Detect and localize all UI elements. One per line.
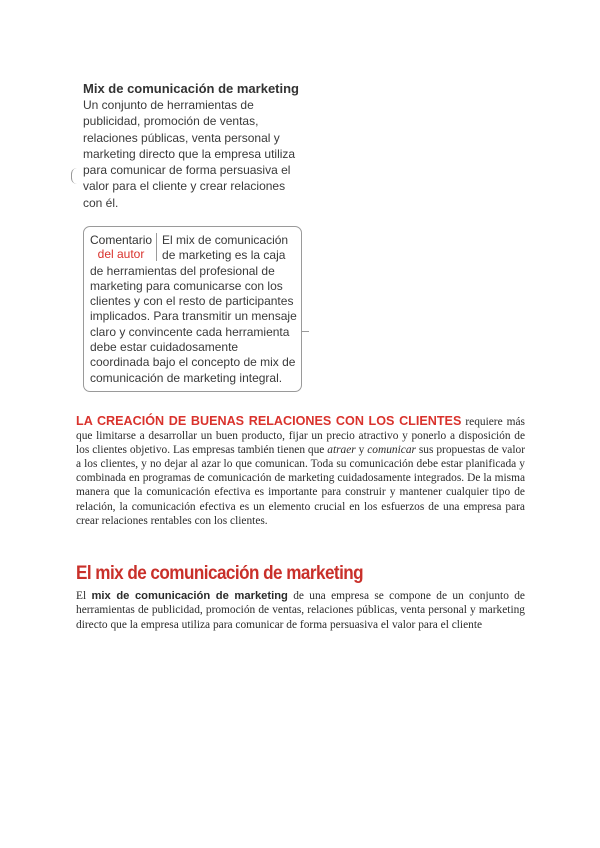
body-lead-heading: LA CREACIÓN DE BUENAS RELACIONES CON LOS CLIENTES (76, 414, 462, 428)
margin-bracket (71, 168, 77, 184)
section-text-pre: El (76, 590, 92, 602)
body-emphasis-atraer: atraer (327, 444, 356, 457)
section-text-post: de una empresa se compone de un conjunto de herramientas de publicidad, promoción de ventas, relaciones públicas, venta personal y marketing directo que la empresa utiliza para comunicar de forma persuasiva el valor para el cliente (76, 590, 525, 631)
body-text-part1: requiere más que limitarse a desarrollar un buen producto, fijar un precio atractivo y ponerlo a disposición de los clientes objetivo. Las empresas también tienen que (76, 416, 525, 457)
author-comment-label (90, 233, 157, 261)
author-comment-label-line1: Comentario (90, 233, 153, 247)
definition-term: Mix de comunicación de marketing (83, 81, 299, 96)
definition-text: Un conjunto de herramientas de publicidad, promoción de ventas, relaciones públicas, venta personal y marketing directo que la empresa utiliza para comunicar de forma persuasiva el valor para el cliente y crear relaciones con él. (83, 98, 296, 210)
section-title: El mix de comunicación de marketing (76, 563, 364, 584)
author-comment-label-line2: del autor (97, 247, 145, 261)
author-comment-box (83, 226, 302, 392)
section-keyword: mix de comunicación de marketing (91, 590, 288, 602)
comment-connector (301, 331, 309, 332)
body-text-part2: y (355, 444, 368, 457)
section-paragraph (76, 589, 525, 632)
body-text-part3: sus propuestas de valor a los clientes, y no dejar al azar lo que comunican. Toda su comunicación debe estar planificada y combinada en programas de comunicación de marketing cuidadosamente integrados. De la misma manera que la comunicación efectiva es importante para construir y mantener cualquier tipo de relación, la comunicación efectiva es un elemento crucial en los esfuerzos de una empresa para crear relaciones rentables con los clientes. (76, 444, 526, 527)
body-emphasis-comunicar: comunicar (367, 444, 416, 457)
margin-definition (83, 81, 305, 211)
author-comment-text: El mix de comunicación de marketing es la caja de herramientas del profesional de marketing para comunicarse con los clientes y con el resto de participantes implicados. Para transmitir un mensaje claro y convincente cada herramienta debe estar cuidadosamente coordinada bajo el concepto de mix de comunicación de marketing integral. (90, 233, 297, 385)
body-paragraph (76, 414, 525, 528)
